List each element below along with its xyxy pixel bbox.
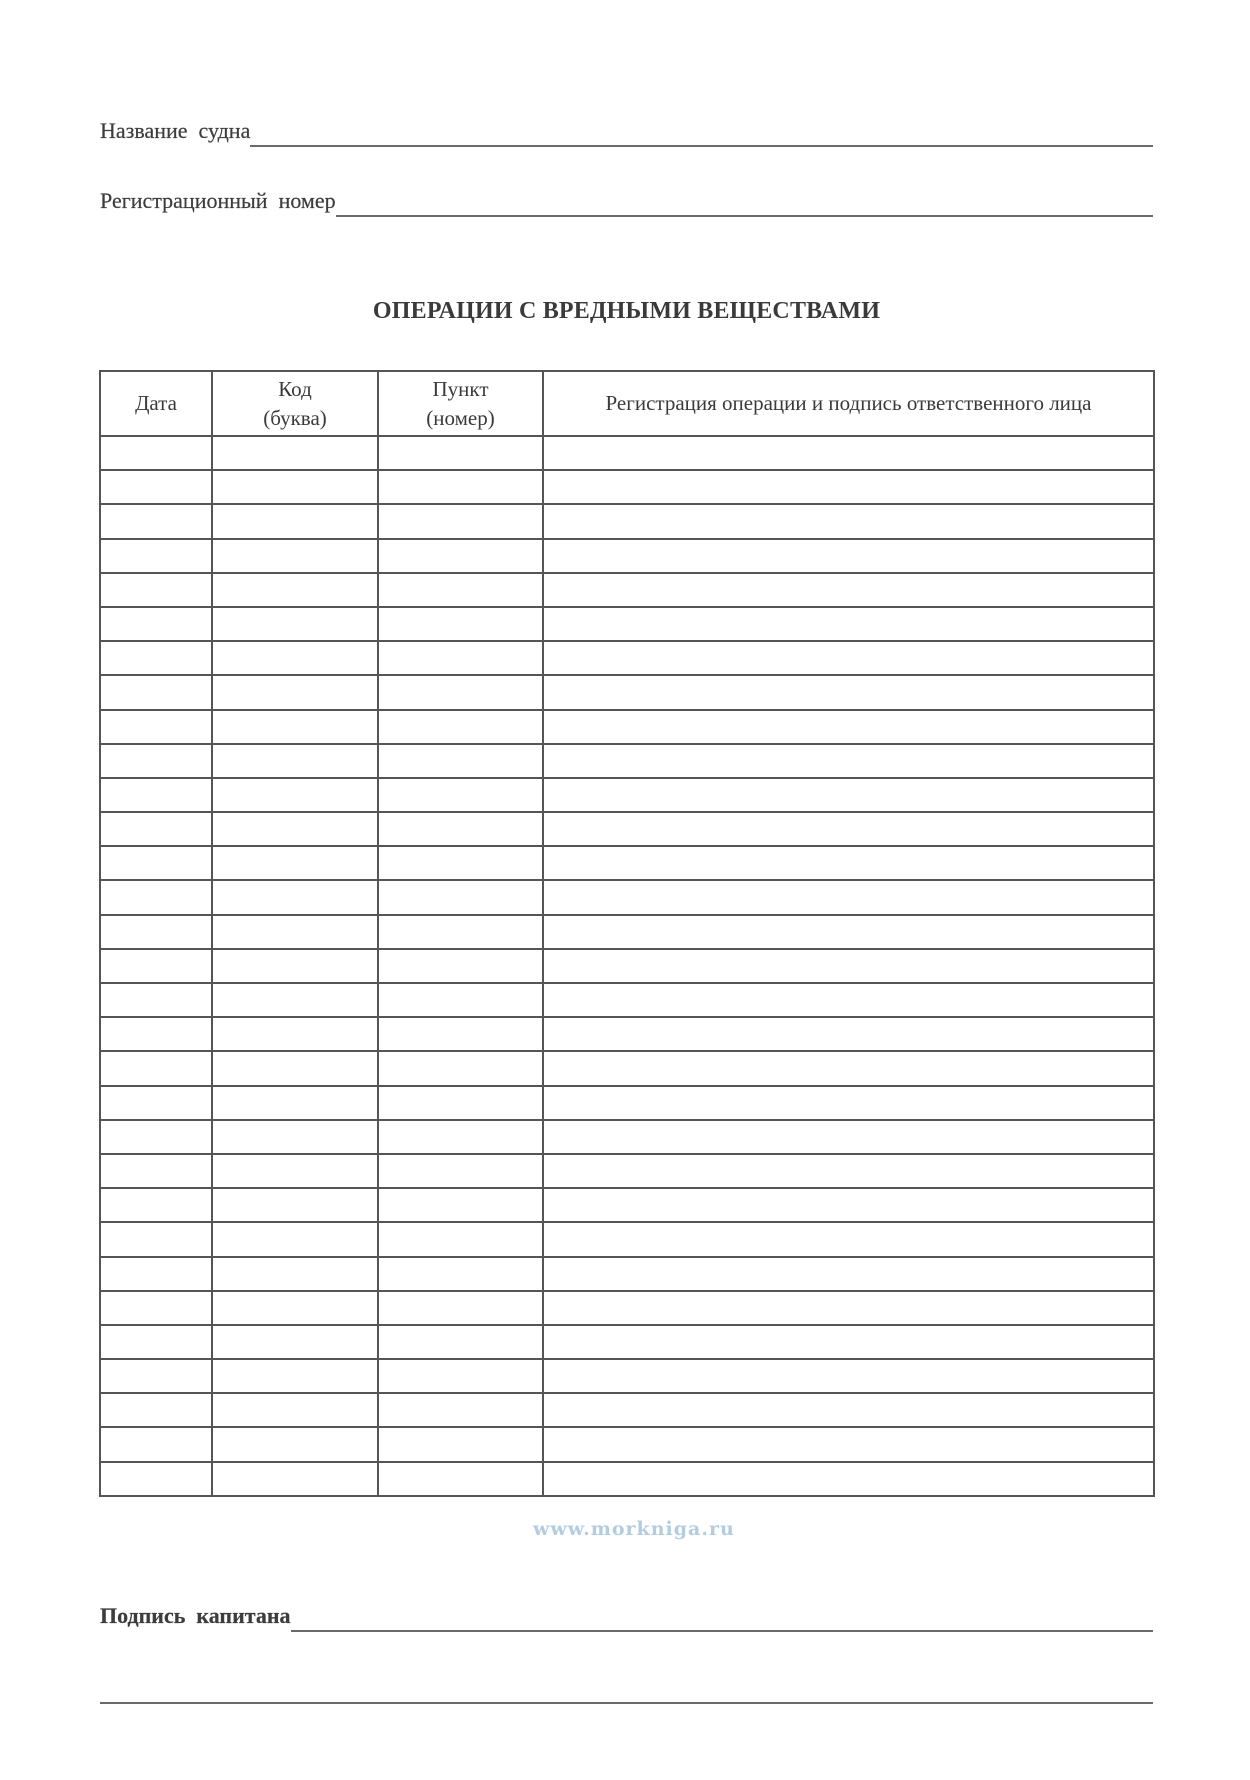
cell-date[interactable]: [100, 880, 212, 914]
cell-item[interactable]: [378, 1462, 543, 1496]
cell-registration[interactable]: [543, 1051, 1154, 1085]
table-header-row: [100, 371, 1154, 436]
cell-code[interactable]: [212, 983, 378, 1017]
table-row: [100, 915, 1154, 949]
table-row: [100, 778, 1154, 812]
cell-item[interactable]: [378, 641, 543, 675]
cell-code[interactable]: [212, 470, 378, 504]
cell-code[interactable]: [212, 1120, 378, 1154]
cell-code[interactable]: [212, 573, 378, 607]
cell-date[interactable]: [100, 983, 212, 1017]
cell-code[interactable]: [212, 915, 378, 949]
cell-code[interactable]: [212, 1188, 378, 1222]
table-row: [100, 1427, 1154, 1461]
cell-date[interactable]: [100, 1086, 212, 1120]
cell-item[interactable]: [378, 1154, 543, 1188]
cell-date[interactable]: [100, 1222, 212, 1256]
cell-item[interactable]: [378, 812, 543, 846]
column-header-date-text: Дата: [135, 391, 177, 415]
cell-date[interactable]: [100, 744, 212, 778]
cell-item[interactable]: [378, 846, 543, 880]
cell-registration[interactable]: [543, 675, 1154, 709]
cell-code[interactable]: [212, 1393, 378, 1427]
table-row: [100, 641, 1154, 675]
cell-item[interactable]: [378, 1120, 543, 1154]
cell-registration[interactable]: [543, 812, 1154, 846]
column-header-code-line1: Код: [278, 376, 312, 401]
cell-item[interactable]: [378, 1291, 543, 1325]
cell-registration[interactable]: [543, 1257, 1154, 1291]
vessel-name-input-line[interactable]: [250, 145, 1153, 147]
cell-code[interactable]: [212, 1222, 378, 1256]
cell-item[interactable]: [378, 1188, 543, 1222]
cell-registration[interactable]: [543, 744, 1154, 778]
cell-date[interactable]: [100, 641, 212, 675]
operations-log-table: [99, 370, 1155, 1497]
cell-item[interactable]: [378, 539, 543, 573]
table-row: [100, 1393, 1154, 1427]
cell-code[interactable]: [212, 539, 378, 573]
cell-item[interactable]: [378, 436, 543, 470]
cell-item[interactable]: [378, 470, 543, 504]
cell-registration[interactable]: [543, 1325, 1154, 1359]
extra-blank-line[interactable]: [100, 1702, 1153, 1704]
table-row: [100, 1120, 1154, 1154]
cell-code[interactable]: [212, 1154, 378, 1188]
column-header-registration: [543, 371, 1154, 436]
cell-registration[interactable]: [543, 641, 1154, 675]
cell-date[interactable]: [100, 710, 212, 744]
column-header-item-line2: (номер): [426, 405, 495, 430]
cell-item[interactable]: [378, 504, 543, 538]
table-row: [100, 573, 1154, 607]
cell-registration[interactable]: [543, 1120, 1154, 1154]
table-body: [100, 436, 1154, 1496]
table-row: [100, 744, 1154, 778]
cell-item[interactable]: [378, 607, 543, 641]
table-row: [100, 1257, 1154, 1291]
table-row: [100, 1051, 1154, 1085]
table-row: [100, 983, 1154, 1017]
table-row: [100, 607, 1154, 641]
cell-registration[interactable]: [543, 1154, 1154, 1188]
cell-registration[interactable]: [543, 1291, 1154, 1325]
cell-registration[interactable]: [543, 710, 1154, 744]
cell-date[interactable]: [100, 1188, 212, 1222]
cell-item[interactable]: [378, 949, 543, 983]
table-row: [100, 846, 1154, 880]
cell-item[interactable]: [378, 710, 543, 744]
cell-registration[interactable]: [543, 436, 1154, 470]
cell-item[interactable]: [378, 573, 543, 607]
table-row: [100, 504, 1154, 538]
cell-date[interactable]: [100, 436, 212, 470]
cell-registration[interactable]: [543, 949, 1154, 983]
cell-registration[interactable]: [543, 880, 1154, 914]
cell-registration[interactable]: [543, 915, 1154, 949]
cell-code[interactable]: [212, 744, 378, 778]
cell-code[interactable]: [212, 675, 378, 709]
cell-item[interactable]: [378, 1427, 543, 1461]
cell-code[interactable]: [212, 1291, 378, 1325]
cell-date[interactable]: [100, 1257, 212, 1291]
table-row: [100, 436, 1154, 470]
cell-date[interactable]: [100, 607, 212, 641]
cell-registration[interactable]: [543, 1222, 1154, 1256]
cell-registration[interactable]: [543, 983, 1154, 1017]
cell-registration[interactable]: [543, 504, 1154, 538]
cell-date[interactable]: [100, 1154, 212, 1188]
column-header-code-line2: (буква): [263, 405, 327, 430]
cell-code[interactable]: [212, 504, 378, 538]
cell-date[interactable]: [100, 915, 212, 949]
cell-date[interactable]: [100, 1120, 212, 1154]
cell-code[interactable]: [212, 1325, 378, 1359]
cell-date[interactable]: [100, 1325, 212, 1359]
cell-registration[interactable]: [543, 607, 1154, 641]
cell-date[interactable]: [100, 504, 212, 538]
cell-item[interactable]: [378, 1086, 543, 1120]
cell-code[interactable]: [212, 1086, 378, 1120]
cell-code[interactable]: [212, 778, 378, 812]
column-header-registration-text: Регистрация операции и подпись ответственного лица: [605, 391, 1092, 415]
page-title: ОПЕРАЦИИ С ВРЕДНЫМИ ВЕЩЕСТВАМИ: [372, 298, 881, 324]
table-row: [100, 1188, 1154, 1222]
cell-date[interactable]: [100, 812, 212, 846]
cell-date[interactable]: [100, 1291, 212, 1325]
table-row: [100, 710, 1154, 744]
cell-registration[interactable]: [543, 778, 1154, 812]
watermark: www.morkniga.ru: [533, 1518, 735, 1540]
cell-code[interactable]: [212, 1359, 378, 1393]
cell-item[interactable]: [378, 880, 543, 914]
cell-item[interactable]: [378, 1222, 543, 1256]
table-row: [100, 949, 1154, 983]
cell-code[interactable]: [212, 1462, 378, 1496]
cell-registration[interactable]: [543, 1462, 1154, 1496]
cell-code[interactable]: [212, 949, 378, 983]
cell-date[interactable]: [100, 1427, 212, 1461]
table-row: [100, 1222, 1154, 1256]
cell-registration[interactable]: [543, 846, 1154, 880]
captain-signature-input-line[interactable]: [291, 1630, 1153, 1632]
cell-item[interactable]: [378, 1051, 543, 1085]
cell-registration[interactable]: [543, 1359, 1154, 1393]
column-header-item: [378, 371, 543, 436]
cell-date[interactable]: [100, 470, 212, 504]
column-header-date: [100, 371, 212, 436]
cell-registration[interactable]: [543, 1427, 1154, 1461]
cell-date[interactable]: [100, 949, 212, 983]
cell-code[interactable]: [212, 1257, 378, 1291]
cell-code[interactable]: [212, 607, 378, 641]
cell-date[interactable]: [100, 1393, 212, 1427]
cell-item[interactable]: [378, 915, 543, 949]
cell-item[interactable]: [378, 744, 543, 778]
cell-date[interactable]: [100, 1017, 212, 1051]
table-row: [100, 1154, 1154, 1188]
table-row: [100, 539, 1154, 573]
table-row: [100, 1086, 1154, 1120]
table-row: [100, 1017, 1154, 1051]
table-row: [100, 1291, 1154, 1325]
cell-registration[interactable]: [543, 573, 1154, 607]
cell-code[interactable]: [212, 641, 378, 675]
cell-item[interactable]: [378, 1325, 543, 1359]
column-header-code: [212, 371, 378, 436]
table-row: [100, 675, 1154, 709]
cell-item[interactable]: [378, 1257, 543, 1291]
cell-date[interactable]: [100, 573, 212, 607]
cell-registration[interactable]: [543, 470, 1154, 504]
cell-item[interactable]: [378, 675, 543, 709]
cell-item[interactable]: [378, 778, 543, 812]
captain-signature-field[interactable]: [100, 1605, 1153, 1627]
cell-item[interactable]: [378, 1017, 543, 1051]
table-row: [100, 1325, 1154, 1359]
cell-date[interactable]: [100, 1359, 212, 1393]
table-row: [100, 880, 1154, 914]
cell-registration[interactable]: [543, 539, 1154, 573]
cell-code[interactable]: [212, 1427, 378, 1461]
cell-code[interactable]: [212, 1051, 378, 1085]
cell-registration[interactable]: [543, 1393, 1154, 1427]
cell-code[interactable]: [212, 846, 378, 880]
table-row: [100, 470, 1154, 504]
cell-item[interactable]: [378, 1359, 543, 1393]
cell-item[interactable]: [378, 1393, 543, 1427]
cell-date[interactable]: [100, 846, 212, 880]
vessel-name-field[interactable]: [100, 120, 1153, 142]
cell-code[interactable]: [212, 436, 378, 470]
cell-code[interactable]: [212, 880, 378, 914]
cell-date[interactable]: [100, 1462, 212, 1496]
table-row: [100, 1462, 1154, 1496]
cell-registration[interactable]: [543, 1017, 1154, 1051]
registration-number-field[interactable]: [100, 190, 1153, 212]
registration-number-input-line[interactable]: [336, 215, 1153, 217]
cell-code[interactable]: [212, 812, 378, 846]
cell-date[interactable]: [100, 1051, 212, 1085]
captain-signature-label: Подпись капитана: [100, 1603, 291, 1628]
column-header-item-line1: Пункт: [432, 376, 489, 401]
cell-item[interactable]: [378, 983, 543, 1017]
registration-number-label: Регистрационный номер: [100, 188, 336, 213]
cell-code[interactable]: [212, 1017, 378, 1051]
cell-date[interactable]: [100, 539, 212, 573]
cell-date[interactable]: [100, 778, 212, 812]
cell-registration[interactable]: [543, 1086, 1154, 1120]
vessel-name-label: Название судна: [100, 118, 251, 143]
cell-code[interactable]: [212, 710, 378, 744]
table-row: [100, 812, 1154, 846]
cell-date[interactable]: [100, 675, 212, 709]
table-row: [100, 1359, 1154, 1393]
cell-registration[interactable]: [543, 1188, 1154, 1222]
